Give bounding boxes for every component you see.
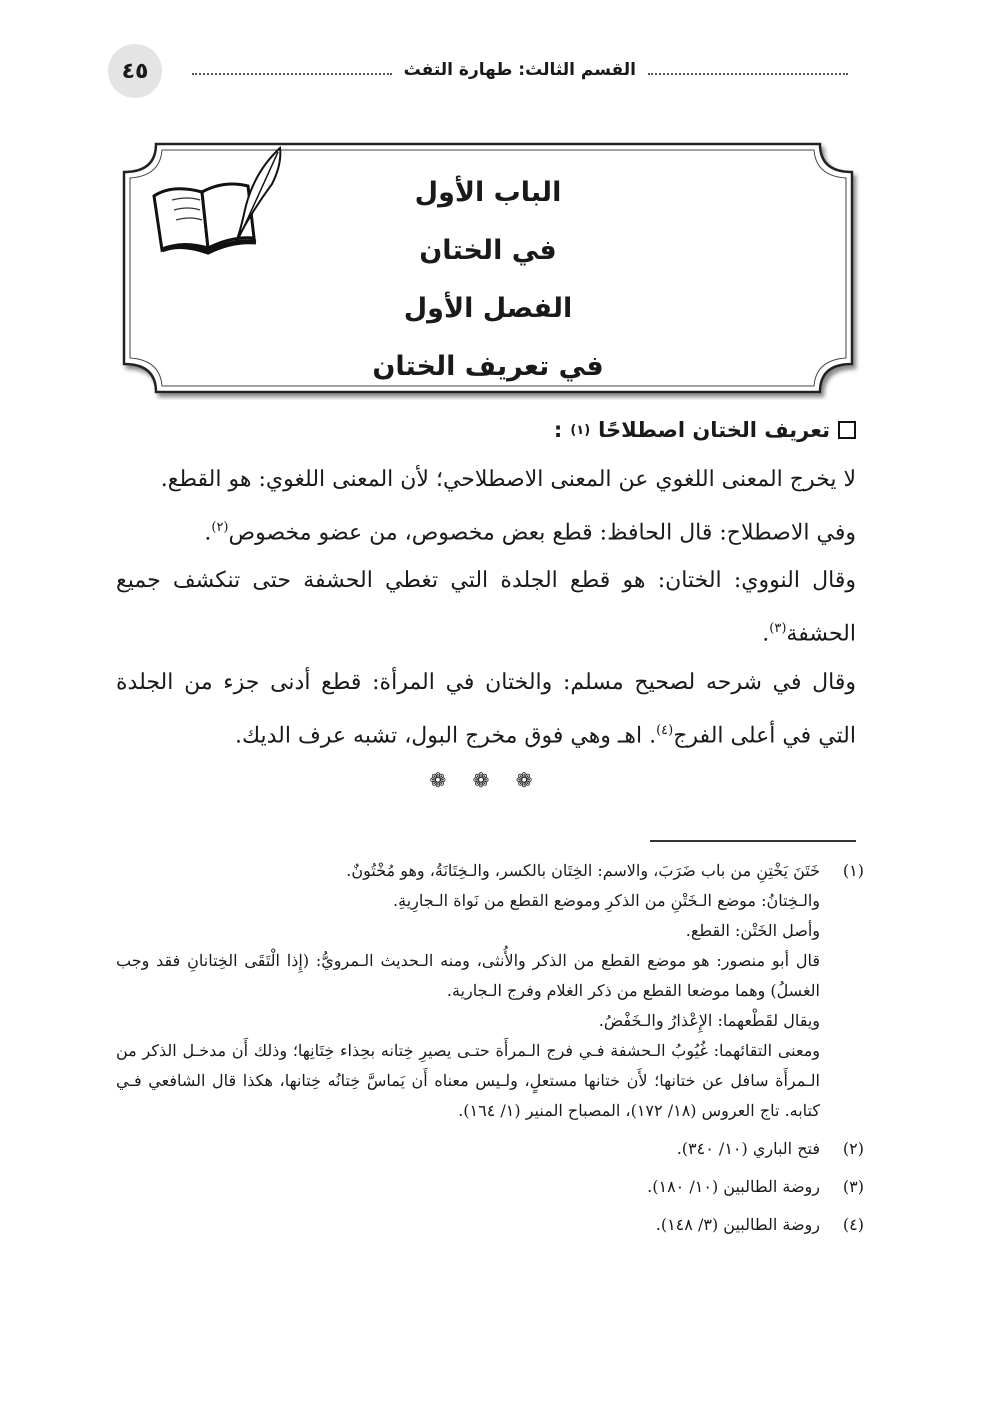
page-header	[108, 44, 848, 100]
footnote-line: ويقال لقَطْعهما: الإِعْذارُ والـخَفْضُ.	[598, 1011, 820, 1030]
leader-dots-right	[648, 65, 848, 75]
paragraph-4-text: وقال في شرحه لصحيح مسلم: والختان في المرأة: قطع أدنى جزء من الجلدة التي في أعلى الفرج	[116, 669, 856, 748]
page-number: ٤٥	[108, 44, 162, 98]
footnote-2	[116, 1134, 864, 1164]
footnote-body	[116, 856, 820, 1126]
paragraph-3-end: .	[762, 621, 770, 647]
paragraph-3	[116, 557, 856, 658]
paragraph-2-end: .	[204, 520, 212, 546]
footnote-1	[116, 856, 864, 1126]
footnote-number: (٤)	[842, 1215, 864, 1234]
main-text	[116, 418, 856, 796]
footnote-divider	[650, 840, 856, 842]
section-separator: ❁ ❁ ❁	[429, 767, 543, 792]
footnote-line: فتح الباري (١٠/ ٣٤٠).	[676, 1139, 820, 1158]
leader-dots-left	[192, 65, 392, 75]
title-line-2: في الختان	[419, 235, 557, 266]
running-title-row	[178, 60, 848, 80]
heading-colon: :	[553, 418, 563, 442]
footnote-number: (٣)	[842, 1177, 864, 1196]
section-heading-text: تعريف الختان اصطلاحًا	[598, 418, 830, 442]
checkbox-square-icon	[838, 421, 856, 439]
section-heading	[116, 418, 856, 442]
footnote-ref-1[interactable]: (١)	[570, 422, 591, 438]
running-title: القسم الثالث: طهارة التفث	[403, 60, 636, 80]
title-line-3: الفصل الأول	[403, 293, 573, 324]
footnote-line: ومعنى التقائهما: غُيُوبُ الـحشفة فـي فرج الـمرأَة حتـى يصيرِ خِتانه بحِذاء خِتَانِها؛ وذلك أَن مدخـل الذكر من الـمرأَة سافل عن ختانها؛ لأَن ختانها مستعلٍ، ولـيس معناه أَن يَماسَّ خِتانُه خِتانها، هكذا قال الشافعي فـي كتابه. تاج العروس (١٨/ ١٧٢)، المصباح المنير (١/ ١٦٤).	[116, 1041, 820, 1120]
footnotes	[116, 856, 864, 1248]
paragraph-3-text: وقال النووي: الختان: هو قطع الجلدة التي تغطي الحشفة حتى تنكشف جميع الحشفة	[116, 568, 856, 647]
footnote-number: (١)	[842, 861, 864, 880]
title-line-1: الباب الأول	[414, 177, 562, 208]
footnote-ref-4[interactable]: (٤)	[656, 722, 674, 738]
footnote-line: والـخِتانُ: موضع الـخَتْنِ من الذكرِ وموضع القطع من نَواة الـجارِيةِ.	[393, 891, 820, 910]
footnote-3	[116, 1172, 864, 1202]
paragraph-1-text: لا يخرج المعنى اللغوي عن المعنى الاصطلاحي؛ لأن المعنى اللغوي: هو القطع.	[160, 467, 856, 492]
footnote-ref-3[interactable]: (٣)	[769, 621, 787, 637]
paragraph-2-text: وفي الاصطلاح: قال الحافظ: قطع بعض مخصوص، من عضو مخصوص	[228, 520, 856, 546]
paragraph-1	[116, 456, 856, 504]
paragraph-2	[116, 504, 856, 557]
footnote-4	[116, 1210, 864, 1240]
footnote-line: روضة الطالبين (١٠/ ١٨٠).	[647, 1177, 820, 1196]
chapter-title-box	[116, 136, 860, 400]
footnote-line: روضة الطالبين (٣/ ١٤٨).	[655, 1215, 820, 1234]
title-line-4: في تعريف الختان	[372, 351, 604, 382]
footnote-ref-2[interactable]: (٢)	[211, 520, 229, 535]
paragraph-4	[116, 659, 856, 760]
footnote-line: وأصل الخَتْن: القطع.	[685, 921, 820, 940]
paragraph-4-end: . اهـ وهي فوق مخرج البول، تشبه عرف الديك.	[234, 722, 657, 748]
footnote-line: خَتَنَ يَخْتِنِ من باب ضَرَبَ، والاسم: الخِتَان بالكسر، والـخِتَانَةُ، وهو مُخْتُونٌ.	[346, 861, 820, 880]
chapter-titles	[256, 164, 720, 396]
footnote-line: قال أبو منصور: هو موضع القطع من الذكر والأُنثى، ومنه الـحديث الـمرويُّ: (إِذا الْتَقَى الخِتانانِ فقد وجب الغسلُ) وهما موضعا القطع من ذكر الغلام وفرج الـجارية.	[116, 951, 820, 1000]
footnote-number: (٢)	[842, 1139, 864, 1158]
